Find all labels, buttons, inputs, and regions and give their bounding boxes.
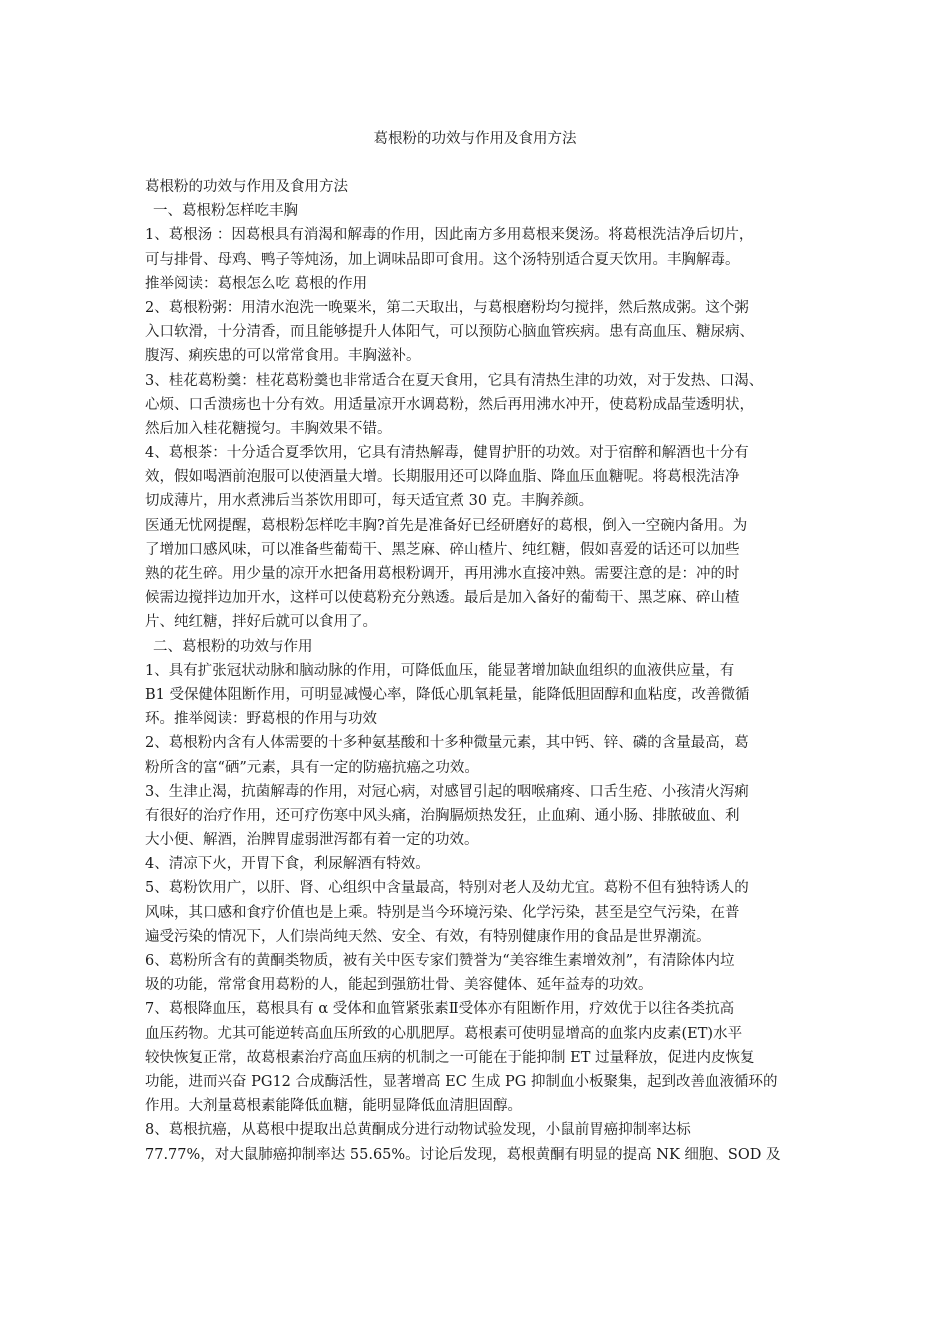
body-line: 4、葛根茶：十分适合夏季饮用，它具有清热解毒，健胃护肝的功效。对于宿醉和解酒也十分有 [145, 445, 749, 462]
body-line: 77.77%，对大鼠肺癌抑制率达 55.65%。讨论后发现，葛根黄酮有明显的提高 NK 细胞、SOD 及 [145, 1146, 781, 1163]
body-line: 片、纯红糖，拌好后就可以食用了。 [145, 614, 377, 631]
document-body [145, 175, 810, 1167]
body-line: 然后加入桂花糖搅匀。丰胸效果不错。 [145, 420, 392, 437]
body-line: 医通无忧网提醒，葛根粉怎样吃丰胸?首先是准备好已经研磨好的葛根，倒入一空碗内备用。为 [145, 517, 748, 534]
section-heading: 一、葛根粉怎样吃丰胸 [153, 203, 298, 220]
body-line: 可与排骨、母鸡、鸭子等炖汤，加上调味品即可食用。这个汤特别适合夏天饮用。丰胸解毒。 [145, 251, 740, 268]
body-line: 有很好的治疗作用，还可疗伤寒中风头痛，治胸膈烦热发狂，止血痢、通小肠、排脓破血、利 [145, 807, 740, 824]
body-heading: 葛根粉的功效与作用及食用方法 [145, 179, 348, 195]
body-line: 候需边搅拌边加开水，这样可以使葛粉充分熟透。最后是加入备好的葡萄干、黑芝麻、碎山楂 [145, 590, 740, 607]
body-line: 作用。大剂量葛根素能降低血糖，能明显降低血清胆固醇。 [145, 1098, 522, 1115]
body-line: 粉所含的富“硒”元素，具有一定的防癌抗癌之功效。 [145, 759, 479, 776]
body-line: 功能，进而兴奋 PG12 合成酶活性，显著增高 EC 生成 PG 抑制血小板聚集，起到改善血液循环的 [145, 1073, 778, 1090]
body-line: 7、葛根降血压，葛根具有 α 受体和血管紧张素Ⅱ受体亦有阻断作用，疗效优于以往各类抗高 [145, 1001, 735, 1018]
body-line: 较快恢复正常，故葛根素治疗高血压病的机制之一可能在于能抑制 ET 过量释放，促进内皮恢复 [145, 1049, 755, 1066]
body-line: 圾的功能，常常食用葛粉的人，能起到强筋壮骨、美容健体、延年益寿的功效。 [145, 977, 653, 994]
body-line: 入口软滑，十分清香，而且能够提升人体阳气，可以预防心脑血管疾病。患有高血压、糖尿病、 [145, 324, 754, 341]
body-line: 5、葛粉饮用广，以肝、肾、心组织中含量最高，特别对老人及幼尤宜。葛粉不但有独特诱人的 [145, 880, 749, 897]
body-line: 2、葛根粉内含有人体需要的十多种氨基酸和十多种微量元素，其中钙、锌、磷的含量最高，葛 [145, 735, 749, 752]
body-line: 3、桂花葛粉羹：桂花葛粉羹也非常适合在夏天食用，它具有清热生津的功效，对于发热、口渴、 [145, 372, 764, 389]
body-line: 推举阅读：葛根怎么吃 葛根的作用 [145, 275, 368, 292]
body-line: 1、葛根汤 ：因葛根具有消渴和解毒的作用，因此南方多用葛根来煲汤。将葛根洗洁净后切片， [145, 227, 754, 244]
body-line: 4、清凉下火，开胃下食，利尿解酒有特效。 [145, 856, 430, 873]
body-line: 血压药物。尤其可能逆转高血压所致的心肌肥厚。葛根素可使明显增高的血浆内皮素(ET)水平 [145, 1025, 743, 1042]
body-line: 腹泻、痢疾患的可以常常食用。丰胸滋补。 [145, 348, 421, 365]
body-line: B1 受保健体阻断作用，可明显减慢心率，降低心肌氧耗量，能降低胆固醇和血粘度，改善微循 [145, 686, 750, 703]
body-line: 了增加口感风味，可以准备些葡萄干、黑芝麻、碎山楂片、纯红糖，假如喜爱的话还可以加些 [145, 541, 740, 558]
body-line: 环。推举阅读：野葛根的作用与功效 [145, 711, 377, 728]
body-line: 风味，其口感和食疗价值也是上乘。特别是当今环境污染、化学污染，甚至是空气污染，在普 [145, 904, 740, 921]
body-line: 2、葛根粉粥：用清水泡洗一晚粟米，第二天取出，与葛根磨粉均匀搅拌，然后熬成粥。这个粥 [145, 299, 749, 316]
body-line: 切成薄片，用水煮沸后当茶饮用即可，每天适宜煮 30 克。丰胸养颜。 [145, 493, 594, 510]
body-line: 8、葛根抗癌，从葛根中提取出总黄酮成分进行动物试验发现，小鼠前胃癌抑制率达标 [145, 1122, 691, 1139]
body-line: 1、具有扩张冠状动脉和脑动脉的作用，可降低血压，能显著增加缺血组织的血液供应量，有 [145, 662, 735, 679]
body-line: 6、葛粉所含有的黄酮类物质，被有关中医专家们赞誉为“美容维生素增效剂”，有清除体内垃 [145, 953, 735, 969]
body-line: 3、生津止渴，抗菌解毒的作用，对冠心病，对感冒引起的咽喉痛疼、口舌生疮、小孩清火泻痢 [145, 783, 749, 800]
body-line: 心烦、口舌溃疡也十分有效。用适量凉开水调葛粉，然后再用沸水冲开，使葛粉成晶莹透明状， [145, 396, 754, 413]
body-line: 遍受污染的情况下，人们崇尚纯天然、安全、有效，有特别健康作用的食品是世界潮流。 [145, 928, 711, 945]
section-heading: 二、葛根粉的功效与作用 [153, 638, 313, 655]
document-title: 葛根粉的功效与作用及食用方法 [373, 131, 577, 147]
body-line: 效，假如喝酒前泡服可以使酒量大增。长期服用还可以降血脂、降血压血糖呢。将葛根洗洁净 [145, 469, 740, 486]
body-line: 熟的花生碎。用少量的凉开水把备用葛根粉调开，再用沸水直接冲熟。需要注意的是：冲的时 [145, 566, 740, 582]
body-line: 大小便、解酒，治脾胃虚弱泄泻都有着一定的功效。 [145, 832, 479, 849]
